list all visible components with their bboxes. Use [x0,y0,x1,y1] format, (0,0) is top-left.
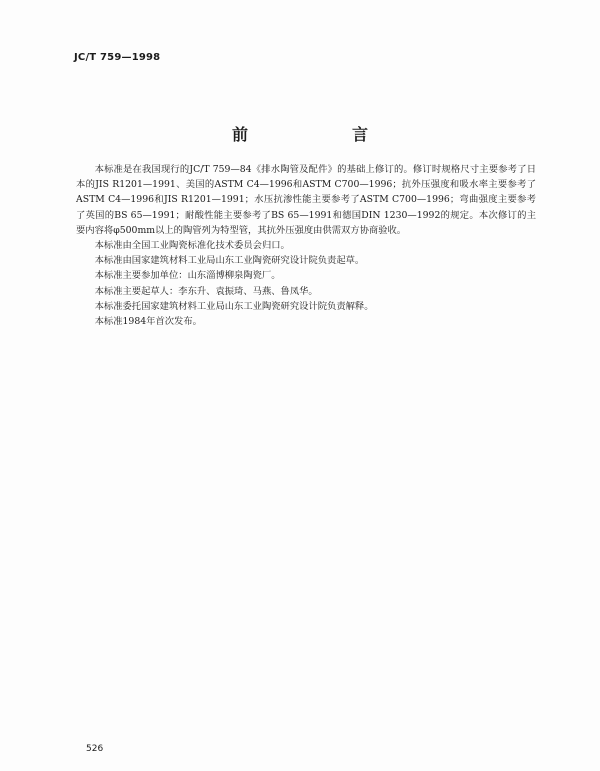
paragraph-administration: 本标准由全国工业陶瓷标准化技术委员会归口。 [94,240,290,252]
page-number: 526 [86,744,104,754]
page-title: 前 言 [231,125,412,144]
paragraph-drafting-organization: 本标准由国家建筑材料工业局山东工业陶瓷研究设计院负责起草。 [94,255,365,267]
foreword-body [76,162,536,329]
paragraph-drafters: 本标准主要起草人：李东升、袁振琦、马燕、鲁凤华。 [94,285,318,297]
paragraph-revision-basis: 本标准是在我国现行的JC/T 759—84《排水陶管及配件》的基础上修订的。修订时规格尺寸主要参考了日本的JIS R1201—1991、美国的ASTM C4—1996和ASTM C700—1996；抗外压强度和吸水率主要参考了ASTM C4—1996和JIS R1201—1991；水压抗渗性能主要参考了ASTM C700—1996；弯曲强度主要参考了英国的BS 65—1991；耐酸性能主要参考了BS 65—1991和德国DIN 1230—1992的规定。本次修订的主要内容将φ500mm以上的陶管列为特型管，其抗外压强度由供需双方协商验收。 [76,164,536,236]
paragraph-participating-unit: 本标准主要参加单位：山东淄博柳泉陶瓷厂。 [94,270,281,282]
paragraph-interpretation: 本标准委托国家建筑材料工业局山东工业陶瓷研究设计院负责解释。 [94,300,374,312]
paragraph-first-release: 本标准1984年首次发布。 [94,316,202,328]
standard-code: JC/T 759—1998 [74,52,161,63]
